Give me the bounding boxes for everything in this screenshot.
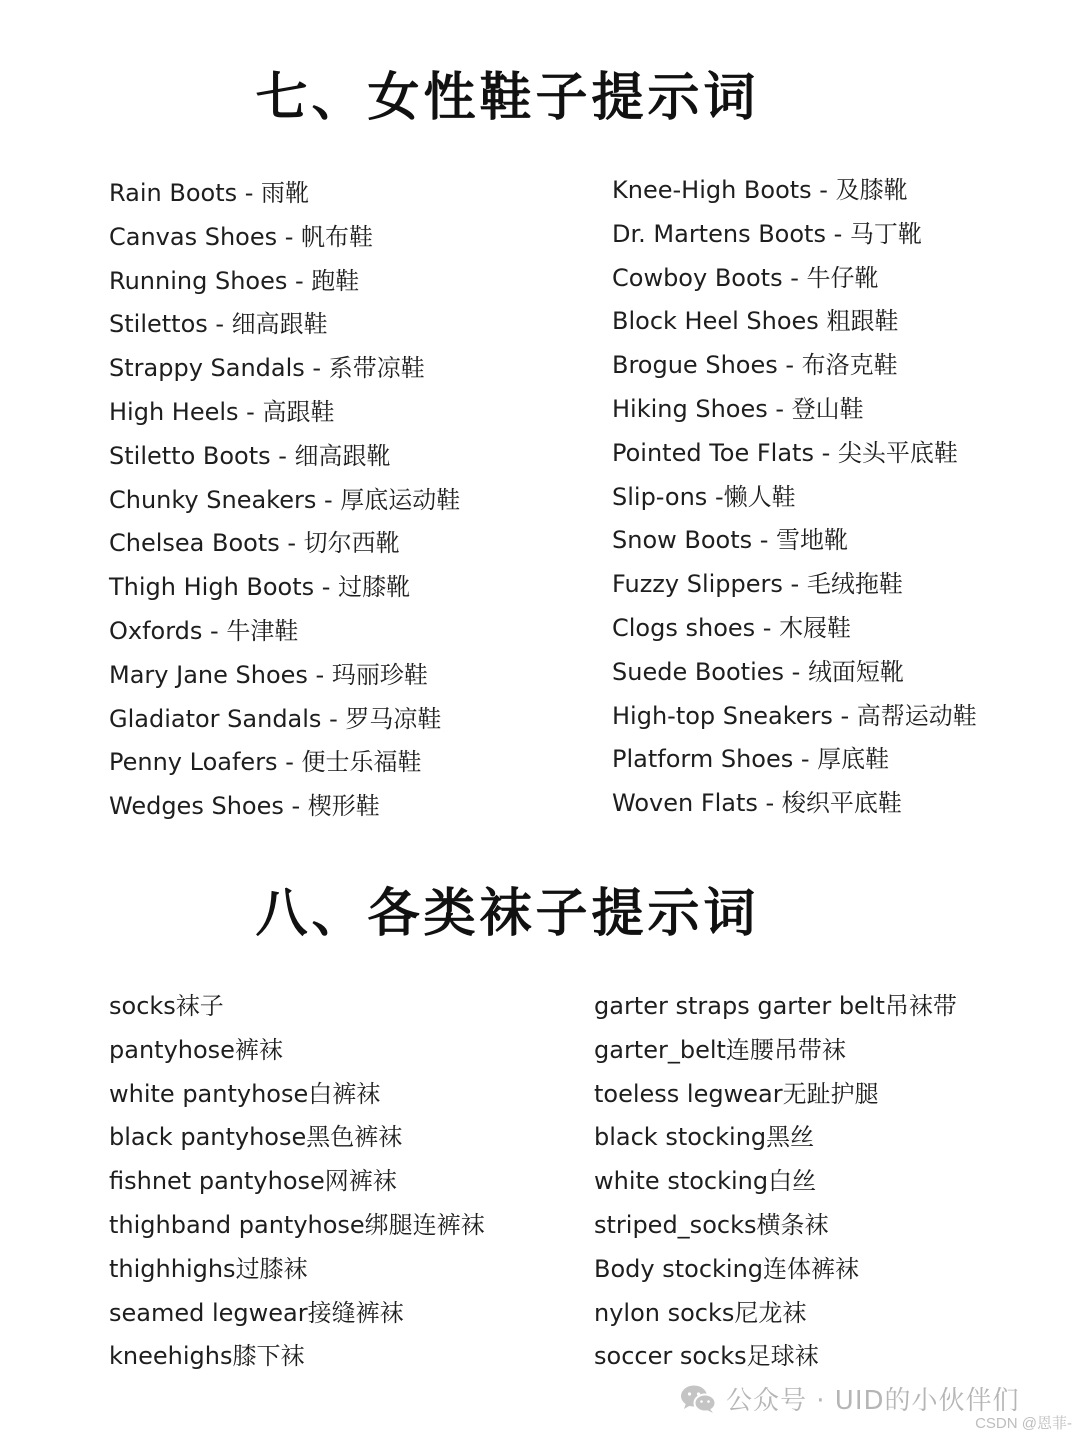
list-item: fishnet pantyhose网裤袜 <box>109 1167 397 1196</box>
list-item: Wedges Shoes - 楔形鞋 <box>109 792 380 821</box>
list-item: High-top Sneakers - 高帮运动鞋 <box>612 701 977 730</box>
list-item: Suede Booties - 绒面短靴 <box>612 657 904 686</box>
list-item: Stiletto Boots - 细高跟靴 <box>109 441 391 470</box>
wechat-watermark <box>680 1380 1020 1417</box>
list-item: black stocking黑丝 <box>594 1123 815 1152</box>
list-item: Running Shoes - 跑鞋 <box>109 266 360 295</box>
socks-list-left <box>109 985 485 1379</box>
wechat-icon <box>680 1384 716 1414</box>
list-item: Body stocking连体裤袜 <box>594 1254 860 1283</box>
list-item: thighhighs过膝袜 <box>109 1254 308 1283</box>
list-item: garter_belt连腰吊带袜 <box>594 1035 846 1064</box>
list-item: Brogue Shoes - 布洛克鞋 <box>612 351 898 380</box>
list-item: soccer socks足球袜 <box>594 1342 819 1371</box>
shoes-section-title: 七、女性鞋子提示词 <box>255 68 760 128</box>
list-item: black pantyhose黑色裤袜 <box>109 1123 403 1152</box>
list-item: Chelsea Boots - 切尔西靴 <box>109 529 400 558</box>
list-item: Platform Shoes - 厚底鞋 <box>612 745 890 774</box>
shoes-list-left <box>109 172 460 829</box>
list-item: Dr. Martens Boots - 马丁靴 <box>612 219 922 248</box>
list-item: Hiking Shoes - 登山鞋 <box>612 394 864 423</box>
list-item: pantyhose裤袜 <box>109 1035 283 1064</box>
list-item: Chunky Sneakers - 厚底运动鞋 <box>109 485 461 514</box>
list-item: High Heels - 高跟鞋 <box>109 397 335 426</box>
socks-list-right <box>594 985 957 1379</box>
list-item: Pointed Toe Flats - 尖头平底鞋 <box>612 438 958 467</box>
list-item: Woven Flats - 梭织平底鞋 <box>612 789 902 818</box>
list-item: white pantyhose白裤袜 <box>109 1079 381 1108</box>
list-item: Snow Boots - 雪地靴 <box>612 526 849 555</box>
list-item: nylon socks尼龙袜 <box>594 1298 807 1327</box>
list-item: Block Heel Shoes 粗跟鞋 <box>612 307 899 336</box>
list-item: kneehighs膝下袜 <box>109 1342 305 1371</box>
list-item: Oxfords - 牛津鞋 <box>109 616 299 645</box>
list-item: toeless legwear无趾护腿 <box>594 1079 879 1108</box>
watermark-text: 公众号 · UID的小伙伴们 <box>726 1386 1020 1416</box>
list-item: Thigh High Boots - 过膝靴 <box>109 573 411 602</box>
list-item: Rain Boots - 雨靴 <box>109 179 310 207</box>
list-item: Strappy Sandals - 系带凉鞋 <box>109 354 425 383</box>
list-item: Clogs shoes - 木屐鞋 <box>612 613 852 642</box>
list-item: Mary Jane Shoes - 玛丽珍鞋 <box>109 660 428 689</box>
list-item: socks袜子 <box>109 992 224 1020</box>
list-item: Canvas Shoes - 帆布鞋 <box>109 222 374 251</box>
list-item: Gladiator Sandals - 罗马凉鞋 <box>109 704 442 733</box>
list-item: Stilettos - 细高跟鞋 <box>109 310 328 339</box>
list-item: white stocking白丝 <box>594 1167 817 1196</box>
list-item: Slip-ons -懒人鞋 <box>612 482 796 511</box>
source-credit: CSDN @恩菲- <box>975 1415 1072 1432</box>
list-item: Cowboy Boots - 牛仔靴 <box>612 263 879 292</box>
shoes-list-right <box>612 169 977 826</box>
list-item: thighband pantyhose绑腿连裤袜 <box>109 1210 485 1239</box>
list-item: Fuzzy Slippers - 毛绒拖鞋 <box>612 570 903 599</box>
list-item: Penny Loafers - 便士乐福鞋 <box>109 748 422 777</box>
socks-section-title: 八、各类袜子提示词 <box>255 884 760 944</box>
list-item: Knee-High Boots - 及膝靴 <box>612 176 908 204</box>
list-item: striped_socks横条袜 <box>594 1210 829 1239</box>
list-item: seamed legwear接缝裤袜 <box>109 1298 404 1327</box>
list-item: garter straps garter belt吊袜带 <box>594 992 957 1020</box>
